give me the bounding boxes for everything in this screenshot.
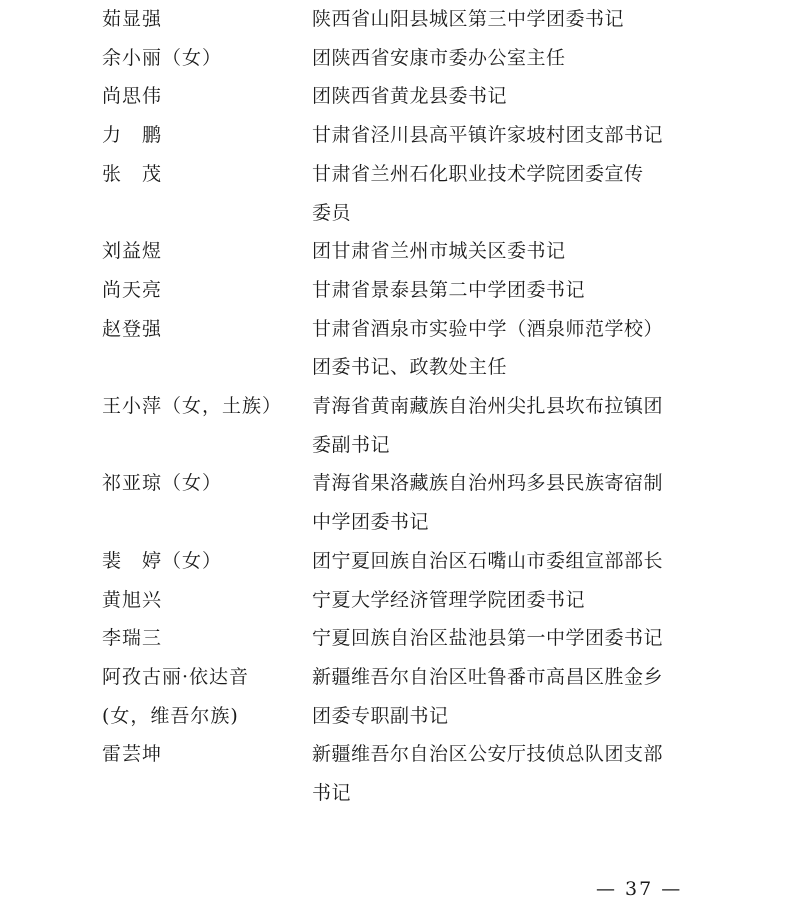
person-position — [312, 0, 702, 39]
person-name: 余小丽（女） — [102, 46, 223, 69]
position-line: 委副书记 — [312, 433, 391, 456]
person-name: 赵登强 — [102, 317, 163, 340]
person-name: 刘益煜 — [102, 240, 163, 263]
person-name: 尚天亮 — [102, 278, 163, 301]
person-position — [312, 542, 702, 581]
position-line: 团宁夏回族自治区石嘴山市委组宣部部长 — [312, 549, 664, 572]
list-item — [102, 581, 702, 620]
person-name: 力 鹏 — [102, 124, 163, 147]
position-line: 甘肃省兰州石化职业技术学院团委宣传 — [312, 162, 644, 185]
position-line: 甘肃省景泰县第二中学团委书记 — [312, 278, 586, 301]
list-item — [102, 542, 702, 581]
position-line: 团甘肃省兰州市城关区委书记 — [312, 240, 566, 263]
position-line: 甘肃省泾川县高平镇许家坡村团支部书记 — [312, 124, 664, 147]
position-line: 团陕西省安康市委办公室主任 — [312, 46, 566, 69]
position-line: 委员 — [312, 201, 352, 224]
position-line: 陕西省山阳县城区第三中学团委书记 — [312, 8, 625, 30]
position-line: 中学团委书记 — [312, 511, 430, 534]
person-name: 茹显强 — [102, 8, 163, 30]
person-position — [312, 116, 702, 155]
person-name: 王小萍（女，土族） — [102, 395, 283, 418]
person-position — [312, 658, 702, 735]
person-position — [312, 39, 702, 78]
position-line: 团陕西省黄龙县委书记 — [312, 85, 508, 108]
list-item — [102, 39, 702, 78]
position-line: 宁夏大学经济管理学院团委书记 — [312, 588, 586, 611]
position-line: 青海省果洛藏族自治州玛多县民族寄宿制 — [312, 472, 664, 495]
position-line: 新疆维吾尔自治区吐鲁番市高昌区胜金乡 — [312, 665, 664, 688]
person-name: 尚思伟 — [102, 85, 163, 108]
list-item — [102, 116, 702, 155]
person-name: 李瑞三 — [102, 627, 163, 650]
list-item — [102, 735, 702, 812]
position-line: 书记 — [312, 782, 352, 805]
list-item — [102, 464, 702, 541]
page-number: — 37 — — [596, 878, 683, 900]
position-line: 青海省黄南藏族自治州尖扎县坎布拉镇团 — [312, 395, 664, 418]
person-position — [312, 77, 702, 116]
person-name: 黄旭兴 — [102, 588, 163, 611]
list-item — [102, 155, 702, 232]
person-name: 阿孜古丽·依达音 (女，维吾尔族) — [102, 665, 250, 727]
list-item — [102, 271, 702, 310]
person-position — [312, 735, 702, 812]
list-item — [102, 77, 702, 116]
person-name: 雷芸坤 — [102, 743, 163, 766]
person-position — [312, 271, 702, 310]
person-name: 裴 婷（女） — [102, 549, 223, 572]
list-item — [102, 0, 702, 39]
person-position — [312, 581, 702, 620]
position-line: 甘肃省酒泉市实验中学（酒泉师范学校） — [312, 317, 664, 340]
person-position — [312, 619, 702, 658]
list-item — [102, 232, 702, 271]
person-name: 祁亚琼（女） — [102, 472, 223, 495]
position-line: 团委书记、政教处主任 — [312, 356, 508, 379]
list-item — [102, 310, 702, 387]
person-name: 张 茂 — [102, 162, 163, 185]
person-position — [312, 464, 702, 541]
list-item — [102, 619, 702, 658]
name-list — [102, 0, 702, 813]
position-line: 团委专职副书记 — [312, 704, 449, 727]
position-line: 新疆维吾尔自治区公安厅技侦总队团支部 — [312, 743, 664, 766]
person-position — [312, 155, 702, 232]
list-item — [102, 658, 702, 735]
list-item — [102, 387, 702, 464]
position-line: 宁夏回族自治区盐池县第一中学团委书记 — [312, 627, 664, 650]
person-position — [312, 232, 702, 271]
person-position — [312, 310, 702, 387]
person-position — [312, 387, 702, 464]
